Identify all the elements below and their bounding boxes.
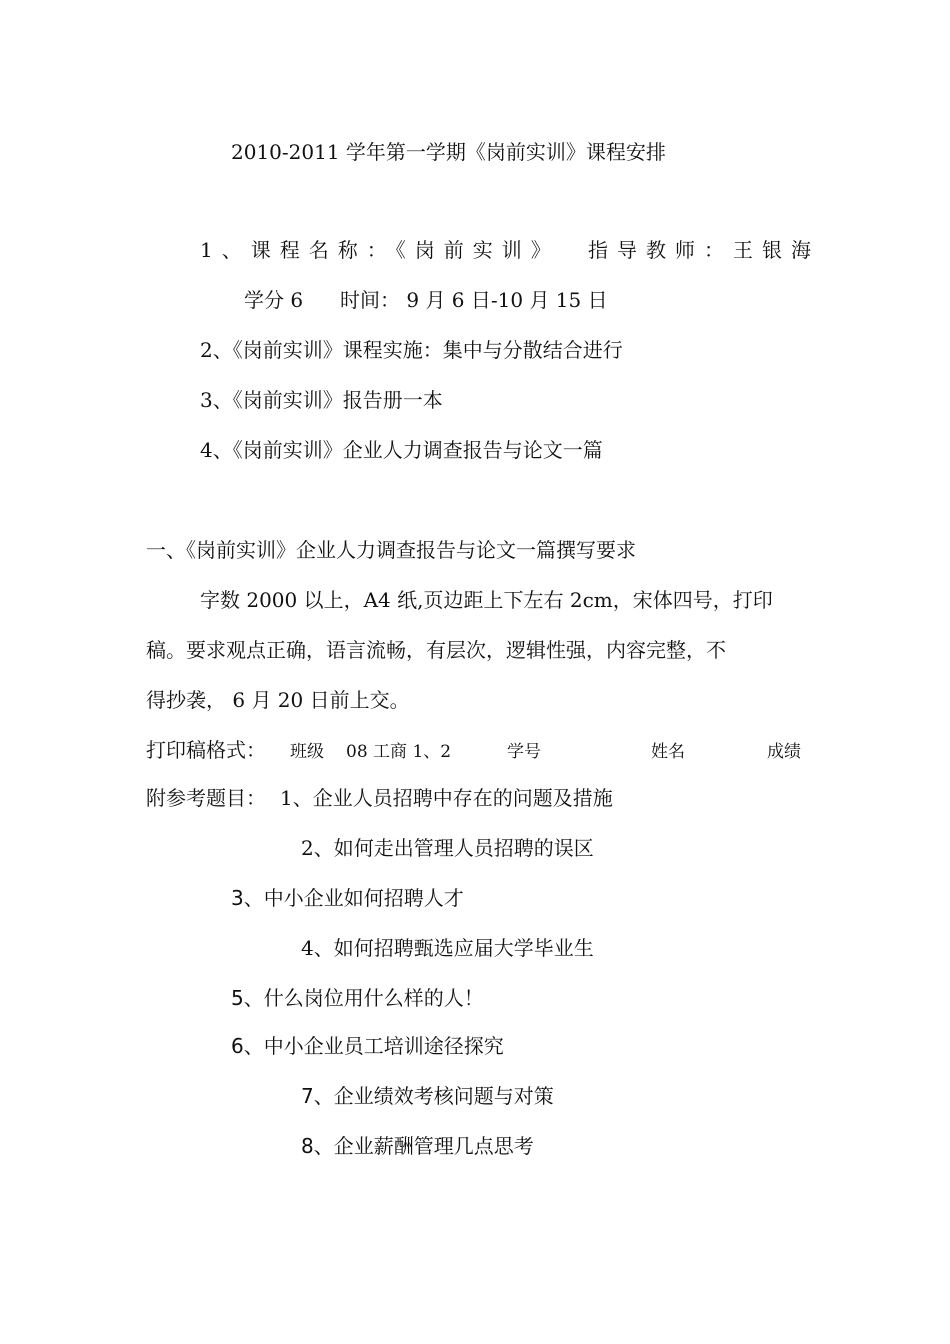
print-format-name: 姓名 <box>651 742 685 762</box>
section-1-paragraph-line-2: 稿。要求观点正确，语言流畅，有层次，逻辑性强，内容完整，不 <box>146 638 726 662</box>
document-title: 2010-2011 学年第一学期《岗前实训》课程安排 <box>231 140 666 164</box>
print-format-label: 打印稿格式： <box>146 738 266 762</box>
topic-item-4: 4、如何招聘甄选应届大学毕业生 <box>301 936 594 960</box>
topic-item-7: 7、企业绩效考核问题与对策 <box>301 1084 554 1108</box>
topic-item-6: 6、中小企业员工培训途径探究 <box>231 1034 504 1058</box>
topic-item-5: 5、什么岗位用什么样的人！ <box>231 986 484 1010</box>
topic-item-2: 2、如何走出管理人员招聘的误区 <box>301 836 594 860</box>
section-1-paragraph-line-1: 字数 2000 以上，A4 纸,页边距上下左右 2cm，宋体四号，打印 <box>200 588 773 612</box>
print-format-student-id: 学号 <box>507 742 541 762</box>
topic-item-1: 1、企业人员招聘中存在的问题及措施 <box>280 786 613 810</box>
topic-item-8: 8、企业薪酬管理几点思考 <box>301 1134 534 1158</box>
section-1-heading: 一、《岗前实训》企业人力调查报告与论文一篇撰写要求 <box>146 538 636 562</box>
print-format-class-label: 班级 <box>290 742 324 762</box>
item-1-teacher: 指导教师：王银海 <box>588 238 820 262</box>
item-3: 3、《岗前实训》报告册一本 <box>200 388 443 412</box>
topics-label: 附参考题目： <box>146 786 266 810</box>
item-2: 2、《岗前实训》课程实施：集中与分散结合进行 <box>200 338 623 362</box>
item-4: 4、《岗前实训》企业人力调查报告与论文一篇 <box>200 438 603 462</box>
item-1-time: 时间： 9 月 6 日-10 月 15 日 <box>340 288 608 312</box>
topic-item-3: 3、中小企业如何招聘人才 <box>231 886 464 910</box>
section-1-paragraph-line-3: 得抄袭， 6 月 20 日前上交。 <box>146 688 410 712</box>
print-format-class-value: 08 工商 1、2 <box>346 742 452 762</box>
item-1-course-name: 1、课程名称：《岗前实训》 <box>200 238 560 262</box>
item-1-credit: 学分 6 <box>244 288 304 312</box>
print-format-score: 成绩 <box>767 742 801 762</box>
